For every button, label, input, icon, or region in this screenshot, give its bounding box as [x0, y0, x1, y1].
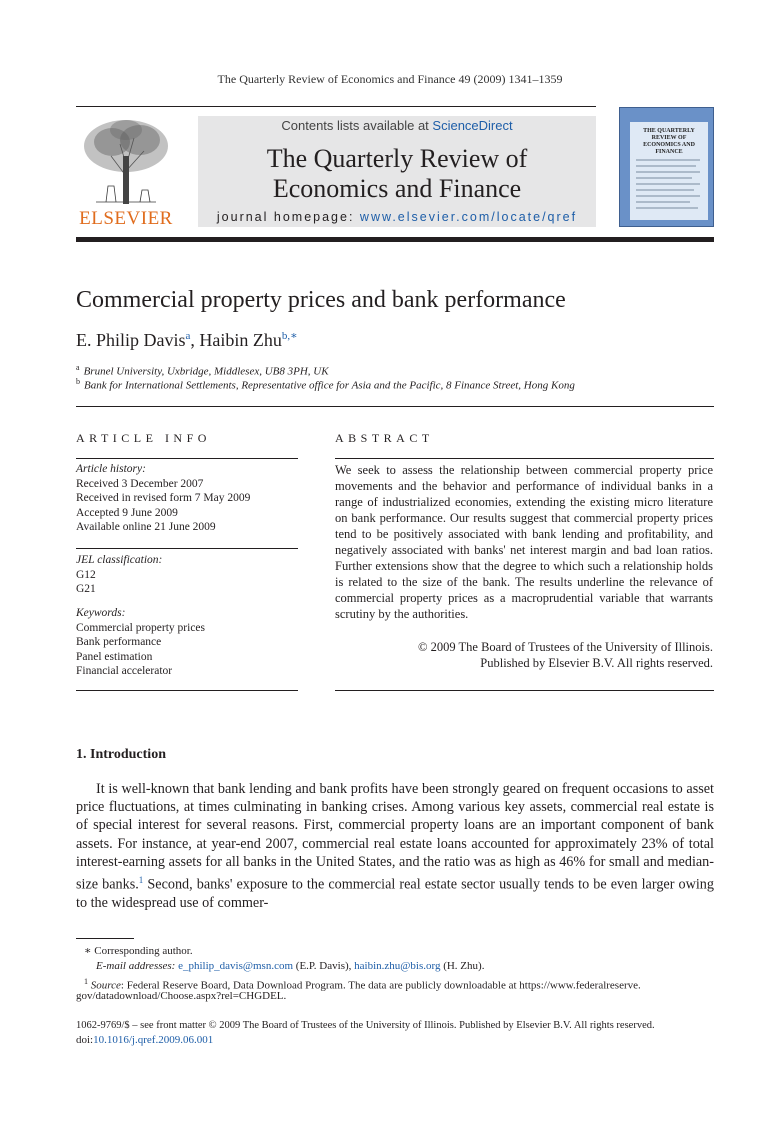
homepage-label: journal homepage: [216, 210, 360, 224]
affiliation-rule [76, 406, 714, 407]
cover-contents-lines [630, 122, 708, 220]
history-rule [76, 548, 298, 549]
author-separator: , [190, 330, 200, 350]
keywords-label: Keywords: [76, 607, 126, 619]
footnote-corresponding [76, 944, 722, 959]
keywords [76, 606, 298, 679]
keyword: Financial accelerator [76, 665, 173, 677]
homepage-link[interactable]: www.elsevier.com/locate/qref [359, 210, 578, 224]
intro-text: It is well-known that bank lending and bank profits have been strongly geared on frequent occasions to asset price fluctuations, at times culminating in banking crises. Among various key assets, commercial real estate is of special interest for several reasons. First, commercial property loans are an important component of bank assets. For instance, at year-end 2007, commercial real estate loans accounted for approximately 23% of total interest-earning assets for all banks in the United States, and the ratio was as high as 46% for small and median-size banks. [76, 781, 714, 893]
jel-code: G21 [76, 583, 96, 595]
email-link[interactable]: haibin.zhu@bis.org [354, 960, 441, 972]
footnote-text: Corresponding author. [94, 945, 193, 957]
footnote-mark: ∗ [84, 945, 92, 957]
journal-cover[interactable] [619, 107, 714, 227]
affiliation-text: Bank for International Settlements, Representative office for Asia and the Pacific, 8 Finance Street, Hong Kong [84, 379, 575, 392]
intro-text-cont: Second, banks' exposure to the commercial real estate sector usually tends to be even larger owing to the widespread use of commer- [76, 876, 714, 911]
article-info-rule [76, 458, 298, 459]
abstract-copyright [335, 639, 713, 671]
section-heading: 1. Introduction [76, 747, 166, 762]
intro-paragraph [76, 780, 714, 912]
affiliation-text: Brunel University, Uxbridge, Middlesex, UB8 3PH, UK [83, 365, 329, 378]
banner-rule [76, 237, 714, 242]
article-info-bottom-rule [76, 690, 298, 691]
copyright-line: © 2009 The Board of Trustees of the University of Illinois. [417, 640, 713, 654]
doi-label: doi: [76, 1034, 94, 1046]
cover-panel [630, 122, 708, 220]
journal-title [198, 144, 596, 204]
email-link[interactable]: e_philip_davis@msn.com [178, 960, 294, 972]
article-info-heading: ARTICLE INFO [76, 431, 211, 445]
header-rule [76, 106, 596, 107]
source-label: Source [90, 979, 121, 992]
abstract-bottom-rule [335, 690, 714, 691]
copyright-line: Published by Elsevier B.V. All rights reserved. [480, 656, 713, 670]
article-history [76, 462, 298, 535]
keyword: Panel estimation [76, 650, 153, 663]
affiliation-mark: b [76, 377, 80, 386]
journal-homepage [198, 210, 596, 224]
author-affil-mark[interactable]: a [185, 330, 191, 342]
doi-link[interactable]: 10.1016/j.qref.2009.06.001 [93, 1034, 214, 1046]
cover-title: THE QUARTERLY REVIEW OF ECONOMICS AND FINANCE [643, 128, 695, 155]
footer-doi [76, 1033, 714, 1048]
jel-classification [76, 553, 298, 597]
history-label: Article history: [76, 463, 146, 475]
history-online: Available online 21 June 2009 [76, 521, 216, 533]
authors [76, 329, 298, 351]
journal-banner [198, 116, 596, 227]
history-accepted: Accepted 9 June 2009 [76, 506, 178, 519]
journal-title-line1: The Quarterly Review of [266, 144, 528, 173]
footnote-rule [76, 938, 134, 939]
elsevier-logo[interactable] [76, 116, 176, 230]
contents-line [198, 118, 596, 133]
abstract-heading: ABSTRACT [335, 431, 434, 445]
footnote-1-cont: gov/datadownload/Choose.aspx?rel=CHGDEL. [76, 990, 287, 1002]
footnote-ref[interactable]: 1 [138, 875, 144, 886]
history-revised: Received in revised form 7 May 2009 [76, 492, 251, 504]
author-name: E. Philip Davis [76, 330, 186, 350]
jel-code: G12 [76, 568, 96, 581]
journal-title-line2: Economics and Finance [272, 174, 522, 203]
abstract-text: We seek to assess the relationship between commercial property price movements and the behavior and performance of individual banks in a range of industrialized economies, extending the existing micro literature on bank performance. Our results suggest that commercial property prices tend to be positively associated with bank lending and profitability, and negatively associated with banks' net interest margin and bad loan ratios. Further extensions show that the degree to which such a relationship holds is related to the size of the bank. The results underline the relevance of commercial property prices as a macroprudential variable that warrants scrutiny by the authorities. [335, 463, 713, 621]
abstract-rule [335, 458, 714, 459]
footer-issn: 1062-9769/$ – see front matter © 2009 The Board of Trustees of the University of Illinois. Published by Elsevier B.V. All rights reserved. [76, 1020, 655, 1031]
journal-citation: The Quarterly Review of Economics and Finance 49 (2009) 1341–1359 [217, 72, 563, 86]
publisher-name: ELSEVIER [79, 208, 173, 229]
footnote-mark: 1 [84, 977, 88, 986]
email-owner: (H. Zhu). [440, 960, 485, 972]
author-affil-mark[interactable]: b,∗ [281, 330, 298, 342]
footnote-emails [76, 959, 734, 974]
author-name: Haibin Zhu [199, 330, 282, 350]
jel-label: JEL classification: [76, 554, 163, 566]
contents-prefix: Contents lists available at [281, 118, 433, 133]
email-owner: (E.P. Davis), [293, 960, 355, 972]
sciencedirect-link[interactable]: ScienceDirect [432, 118, 513, 133]
keyword: Bank performance [76, 636, 162, 648]
history-received: Received 3 December 2007 [76, 477, 204, 490]
footnote-text: : Federal Reserve Board, Data Download Program. The data are publicly downloadable at https://www.federalreserve. [120, 979, 641, 992]
affiliation-mark: a [76, 363, 80, 372]
keyword: Commercial property prices [76, 621, 206, 634]
affiliation-b [76, 377, 575, 392]
email-label: E-mail addresses: [96, 960, 176, 972]
affiliation-a [76, 363, 329, 378]
article-title: Commercial property prices and bank performance [76, 287, 566, 313]
tree-icon [76, 116, 176, 206]
